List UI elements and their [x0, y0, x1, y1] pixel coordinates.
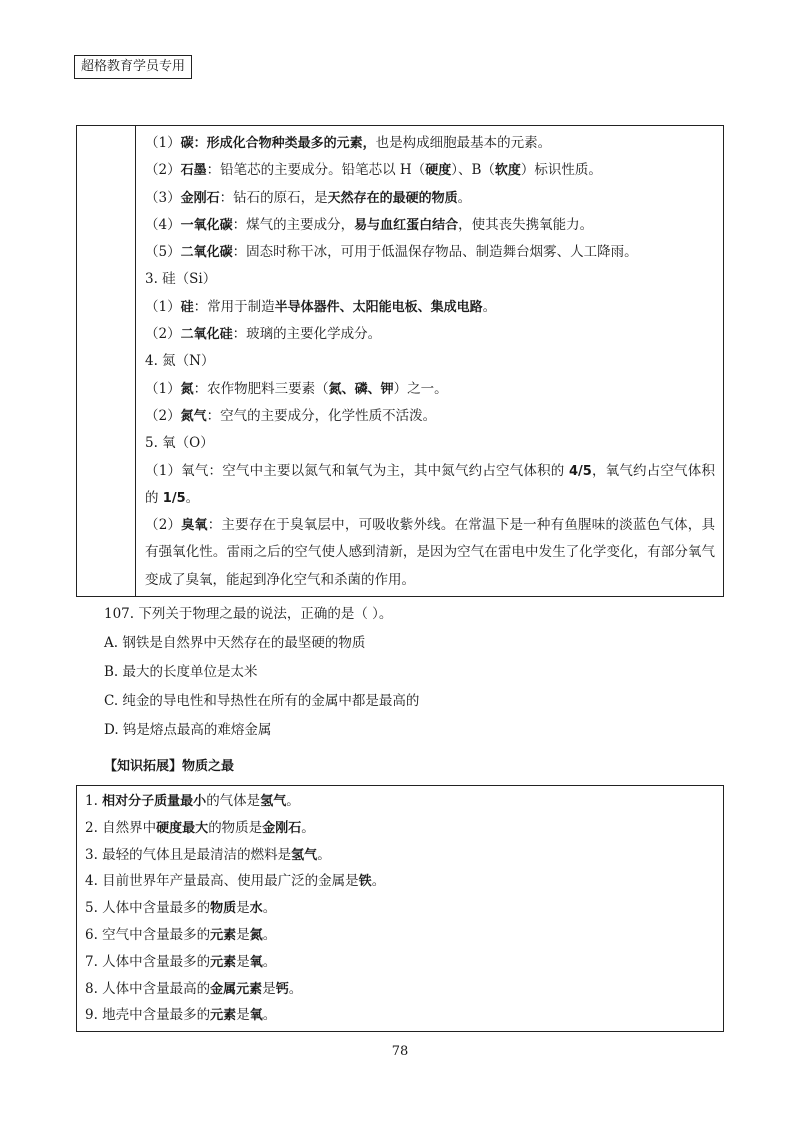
note-line-nitrogen-gas: （2）氮气：空气的主要成分，化学性质不活泼。 — [145, 407, 437, 424]
page-number: 78 — [391, 1044, 409, 1059]
list-item: 5. 人体中含量最多的物质是水。 — [85, 900, 277, 917]
note-line-carbon-1: （1）碳：形成化合物种类最多的元素，也是构成细胞最基本的元素。 — [145, 135, 552, 151]
note-heading-nitrogen: 4. 氮（N） — [145, 353, 215, 370]
note-line-nitrogen: （1）氮：农作物肥料三要素（氮、磷、钾）之一。 — [145, 380, 448, 397]
question-107 — [104, 600, 724, 745]
note-heading-oxygen: 5. 氧（O） — [145, 435, 214, 452]
list-item: 6. 空气中含量最多的元素是氮。 — [85, 926, 277, 943]
note-paragraph-oxygen-gas: （1）氧气：空气中主要以氮气和氧气为主，其中氮气约占空气体积的 4/5，氧气约占空气体积的 1/5。 — [145, 462, 716, 506]
note-line-graphite: （2）石墨：铅笔芯的主要成分。铅笔芯以 H（硬度）、B（软度）标识性质。 — [145, 162, 602, 179]
substance-superlatives-table — [76, 785, 724, 1032]
note-line-silicon-dioxide: （2）二氧化硅：玻璃的主要化学成分。 — [145, 326, 382, 343]
question-stem: 107. 下列关于物理之最的说法，正确的是（ ）。 — [104, 606, 393, 622]
list-item: 4. 目前世界年产量最高、使用最广泛的金属是铁。 — [85, 873, 386, 890]
list-item: 2. 自然界中硬度最大的物质是金刚石。 — [85, 819, 315, 836]
option-d[interactable]: D. 钨是熔点最高的难熔金属 — [104, 722, 272, 738]
note-line-carbon-monoxide: （4）一氧化碳：煤气的主要成分，易与血红蛋白结合，使其丧失携氧能力。 — [145, 216, 594, 233]
note-paragraph-ozone: （2）臭氧：主要存在于臭氧层中，可吸收紫外线。在常温下是一种有鱼腥味的淡蓝色气体，具有强氧化性。雷雨之后的空气使人感到清新，是因为空气在雷电中发生了化学变化，有部分氧气变成了臭氧，能起到净化空气和杀菌的作用。 — [145, 517, 715, 588]
element-notes-table — [76, 125, 724, 597]
list-item: 3. 最轻的气体且是最清洁的燃料是氢气。 — [85, 846, 331, 863]
element-notes-content — [145, 130, 715, 594]
note-line-diamond: （3）金刚石：钻石的原石，是天然存在的最硬的物质。 — [145, 189, 472, 206]
knowledge-extension-title: 【知识拓展】物质之最 — [104, 759, 235, 774]
list-item: 8. 人体中含量最高的金属元素是钙。 — [85, 980, 303, 997]
list-item: 9. 地壳中含量最多的元素是氧。 — [85, 1007, 277, 1024]
option-c[interactable]: C. 纯金的导电性和导热性在所有的金属中都是最高的 — [104, 693, 420, 709]
table-column-divider — [135, 126, 136, 596]
header-label: 超格教育学员专用 — [74, 55, 192, 79]
note-line-silicon: （1）硅：常用于制造半导体器件、太阳能电板、集成电路。 — [145, 298, 497, 315]
list-item: 7. 人体中含量最多的元素是氧。 — [85, 953, 277, 970]
option-b[interactable]: B. 最大的长度单位是太米 — [104, 664, 258, 680]
note-line-carbon-dioxide: （5）二氧化碳：固态时称干冰，可用于低温保存物品、制造舞台烟雾、人工降雨。 — [145, 244, 638, 261]
note-heading-silicon: 3. 硅（Si） — [145, 271, 217, 288]
option-a[interactable]: A. 钢铁是自然界中天然存在的最坚硬的物质 — [104, 635, 366, 651]
list-item: 1. 相对分子质量最小的气体是氢气。 — [85, 793, 300, 809]
